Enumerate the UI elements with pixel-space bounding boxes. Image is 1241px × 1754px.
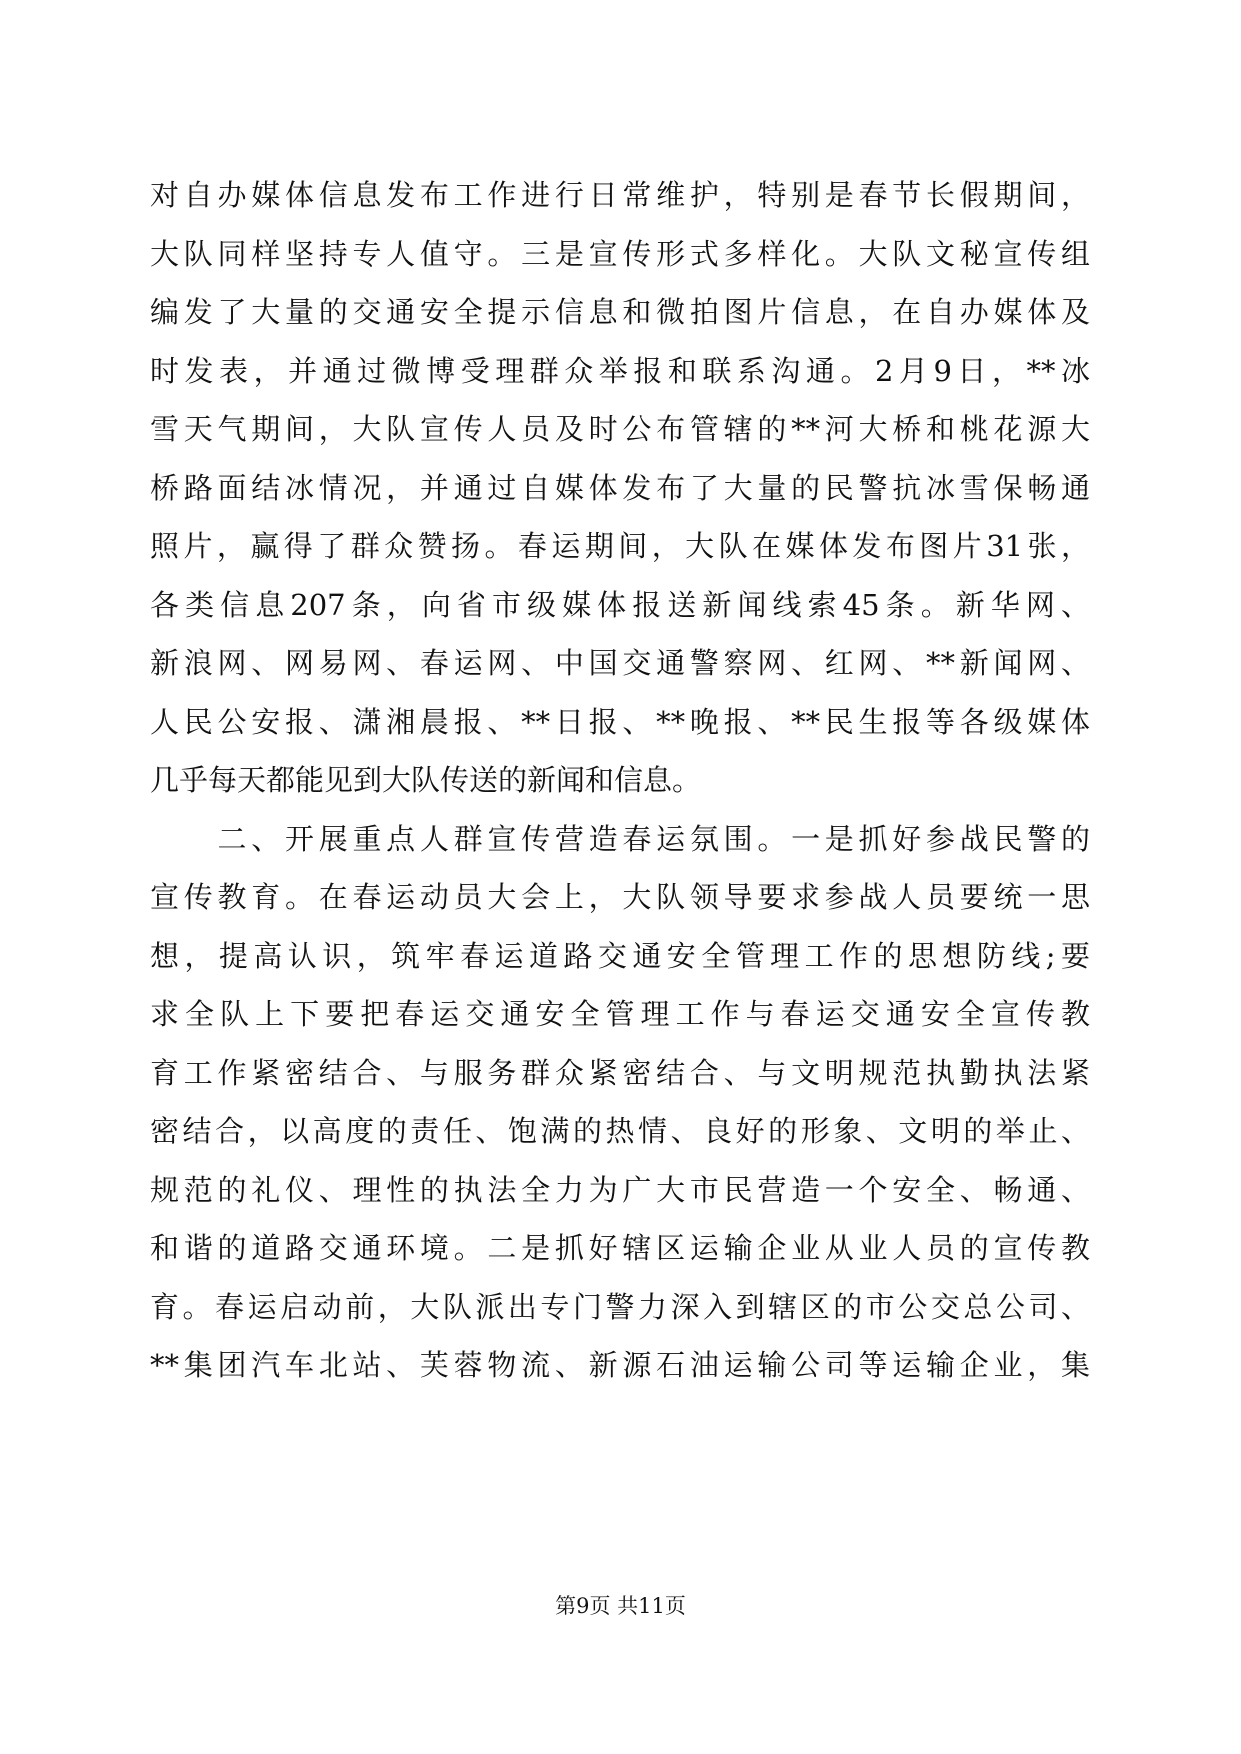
text-line: 各类信息207条，向省市级媒体报送新闻线索45条。新华网、 [150,587,1090,622]
page-number-footer: 第9页 共11页 [555,1594,686,1618]
text-line: 几乎每天都能见到大队传送的新闻和信息。 [150,763,702,797]
text-line: 求全队上下要把春运交通安全管理工作与春运交通安全宣传教 [150,997,1090,1031]
text-line: 想，提高认识，筑牢春运道路交通安全管理工作的思想防线;要 [150,938,1090,973]
text-line: 编发了大量的交通安全提示信息和微拍图片信息，在自办媒体及 [150,295,1090,329]
text-line: 规范的礼仪、理性的执法全力为广大市民营造一个安全、畅通、 [150,1172,1090,1207]
body-text [150,166,1090,1395]
text-line: 对自办媒体信息发布工作进行日常维护，特别是春节长假期间， [150,178,1090,212]
text-line: 时发表，并通过微博受理群众举报和联系沟通。2月9日，**冰 [150,353,1090,388]
text-line: 桥路面结冰情况，并通过自媒体发布了大量的民警抗冰雪保畅通 [150,470,1090,505]
text-line: 育工作紧密结合、与服务群众紧密结合、与文明规范执勤执法紧 [150,1055,1090,1090]
text-line: 二、开展重点人群宣传营造春运氛围。一是抓好参战民警的 [150,821,1090,856]
text-line: 和谐的道路交通环境。二是抓好辖区运输企业从业人员的宣传教 [150,1231,1090,1265]
text-line: **集团汽车北站、芙蓉物流、新源石油运输公司等运输企业，集 [150,1348,1090,1382]
text-line: 人民公安报、潇湘晨报、**日报、**晚报、**民生报等各级媒体 [150,704,1090,739]
text-line: 新浪网、网易网、春运网、中国交通警察网、红网、**新闻网、 [150,646,1090,680]
text-line: 宣传教育。在春运动员大会上，大队领导要求参战人员要统一思 [150,880,1090,914]
text-line: 雪天气期间，大队宣传人员及时公布管辖的**河大桥和桃花源大 [150,412,1090,446]
text-line: 育。春运启动前，大队派出专门警力深入到辖区的市公交总公司、 [150,1289,1090,1324]
text-line: 照片，赢得了群众赞扬。春运期间，大队在媒体发布图片31张， [150,529,1090,563]
text-line: 大队同样坚持专人值守。三是宣传形式多样化。大队文秘宣传组 [150,236,1090,271]
text-line: 密结合，以高度的责任、饱满的热情、良好的形象、文明的举止、 [150,1114,1090,1148]
